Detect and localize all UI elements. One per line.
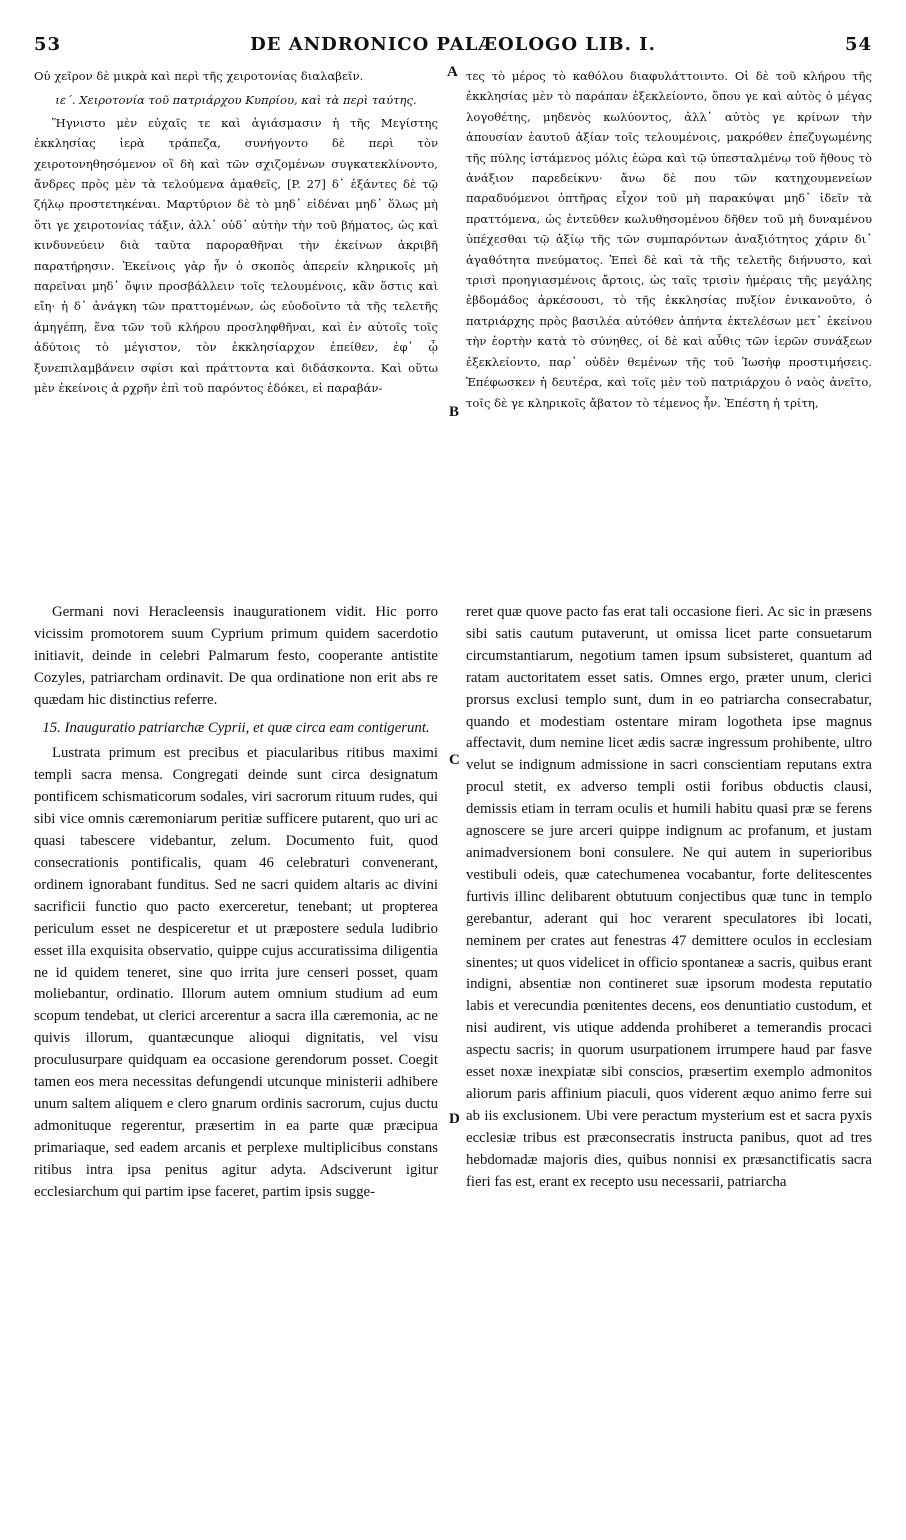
latin-column-left <box>34 602 438 1514</box>
page-number-right: 54 <box>844 34 872 55</box>
greek-section-heading: ιε΄. Χειροτονία τοῦ πατριάρχου Κυπρίου, καὶ τὰ περὶ ταύτης. <box>55 93 417 108</box>
margin-letter-a: A <box>447 64 458 80</box>
running-title: DE ANDRONICO PALÆOLOGO LIB. I. <box>250 34 656 55</box>
greek-paragraph: Ἥγνιστο μὲν εὐχαῖς τε καὶ ἁγιάσμασιν ἡ τῆς Μεγίστης ἐκκλησίας ἱερὰ τράπεζα, συνήγοντο δὲ περὶ τὸν χειροτονηθησόμενον οἳ δὴ καὶ τῶν σχιζομένων συγκατεκλίνοντο, ἄνδρες πρὸς μὲν τὰ τελούμενα ἀμαθεῖς, [P. 27] δ᾽ ἐξάντες δὲ τῷ ζήλῳ προστετηκέναι. Μαρτύριον δὲ τὸ μηδ᾽ εἰδέναι μηδ᾽ ὅλως μὴ ὅτι γε χειροτονίας τάξιν, ἀλλ᾽ οὐδ᾽ αὐτὴν τὴν τοῦ βήματος, ὡς καὶ κινδυνεύειν διὰ ταῦτα παροραθῆναι τὴν ἐκείνων ἀκριβῆ παρατήρησιν. Ἐκείνοις γὰρ ἦν ὁ σκοπὸς ἀπερείν κληρικοῖς μὴ παρεῖναι μηδ᾽ ὄψιν προσβάλλειν τοῖς τελουμένοις, κἂν ὅστις καὶ εἴη· ἡ δ᾽ ἀνάγκη τῶν πραττομένων, ὡς εὐοδοῖντο τὰ τῆς τελετῆς ἀμηγέπη, ἕνα τῶν τοῦ κλήρου προσληφθῆναι, καὶ ἐν αὐτοῖς τοῖς ἀδύτοις τὸ μέγιστον, τὸν ἐκκλησίαρχον ἐπείθεν, ἐφ᾽ ᾧ ξυνεπιλαμβάνειν σφίσι καὶ πράττοντα καὶ διδάσκοντα. Καὶ οὕτω μὲν ἐκείνοις ἀ ρχρῆν ἐπὶ τοῦ παρόντος ἐδόκει, εἰ παραβάν- <box>34 115 438 396</box>
running-header <box>34 34 872 58</box>
greek-paragraph: τες τὸ μέρος τὸ καθόλου διαφυλάττοιντο. Οἱ δὲ τοῦ κλήρου τῆς ἐκκλησίας μὲν τὸ παράπαν ἐξεκλείοντο, ὅπου γε καὶ αὐτὸς ὁ μέγας λογοθέτης, μηδενὸς κωλύοντος, ἀλλ᾽ αὐτὸς γε κρίνων τὴν ἀπουσίαν ἑαυτοῦ ἀξίαν τοῖς τελουμένοις, μακρόθεν ἐπεζυγωμένης τῆς πύλης ἱστάμενος μόλις ἑώρα καὶ τῷ ὑπεσταλμένῳ τοῦ ἤθους τὸ ἀνάξιον παρεδείκνυ· ἄνω δὲ που τῶν κατηχουμενείων παραδυόμενοι ὀπτῆρας εἶχον τοῦ μὴ παρακύψαι μηδ᾽ ἰδεῖν τὰ πραττόμενα, ὡς ἐντεῦθεν κωλυθησομένου δῆθεν τοῦ μὴ δυναμένου ὑπέχεσθαι τῷ ἀξίῳ τῆς τῶν συμπαρόντων ἀναξιότητος χάριν δι᾽ ἀγαθότητα πνεύματος. Ἐπεὶ δὲ καὶ τὰ τῆς τελετῆς διήνυστο, καὶ τρισὶ προηγιασμένοις ἄρτοις, ὡς ταῖς τρισὶν ἡμέραις τῆς μεγάλης ἑβδομάδος ἀρκέσουσι, τὸ τῆς ἐκκλησίας πυξίον ἐνικανοῦτο, ὁ πατριάρχης πρὸς βασιλέα αὐτόθεν ἀπήντα ἐκτελέσων μετ᾽ ἐκείνου τὴν ἑορτὴν κατὰ τὸ σύνηθες, οἱ δὲ καὶ αὖθις τῶν ἱερῶν συνάξεων ἐξεκλείοντο, παρ᾽ οὐδὲν θεμένων τῆς τοῦ Ἰωσὴφ προστιμήσεις. Ἐπέφωσκεν ἡ δευτέρα, καὶ τοῖς μὲν τοῦ πατριάρχου ὁ ναὸς ἀνεῖτο, τοῖς δὲ γε κληρικοῖς ἄβατον τὸ τέμενος ἦν. Ἐπέστη ἡ τρίτη, <box>466 69 872 410</box>
page-number-left: 53 <box>34 34 62 55</box>
latin-column-right <box>466 602 872 1514</box>
greek-column-left <box>34 66 438 562</box>
greek-column-right <box>466 66 872 562</box>
margin-letter-d: D <box>449 1111 460 1127</box>
latin-paragraph: Germani novi Heracleensis inaugurationem vidit. Hic porro vicissim promotorem suum Cyprium primum quidem sacerdotio initiavit, deinde in celebri Palmarum festo, cooperante antistite Cozyles, patriarcham ordinavit. De qua ordinatione non erit abs re quædam hic distinctius referre. <box>34 604 438 708</box>
margin-letter-b: B <box>449 404 460 420</box>
latin-section-heading: 15. Inauguratio patriarchæ Cyprii, et quæ circa eam contigerunt. <box>42 719 430 736</box>
greek-paragraph: Οὐ χεῖρον δὲ μικρὰ καὶ περὶ τῆς χειροτονίας διαλαβεῖν. <box>34 69 364 83</box>
latin-paragraph: Lustrata primum est precibus et piacularibus ritibus maximi templi sacra mensa. Congregati deinde sunt circa designatum pontificem schismaticorum sodales, viri sacrorum rituum rudes, qui sibi vice omnis cæremoniarum peritiæ sufficere putarent, quo uri ac quasi tabescere videbantur, zelum. Documento fuit, quod consecrationis pontificalis, quam 46 celebraturi convenerant, ordinem ignorabant funditus. Sed ne sacri quidem altaris ac divini sacrificii functio quo pacto exerceretur, tenebant; ut propterea periculum esset ne despiceretur et ut præpostere sedula ludibrio esset illa exquisita observatio, quippe cujus accuratissima diligentia ne id quidem teneret, sine quo irrita jure censeri posset, quam moliebantur, ordinatio. Illorum autem omnium studium ad eum scopum tendebat, ut clerici arcerentur a sacra illa cæremonia, ac ne quivis illorum, quantæcunque alioqui dignitatis, vel visu proculusurpare quidquam ea occasione gerendorum posset. Coegit tamen eos mera necessitas defungendi utcunque ministerii adhibere unum saltem aliquem e clero gnarum ordinis sacrorum, cujus ductu admonituque regerentur, præsertim in ea parte quæ præcipua primariaque, sed eadem arcanis et perplexe multiplicibus constans ritibus intra ipsa penitus agitur adyta. Adsciverunt igitur ecclesiarchum qui partim ipse faceret, partim ipsis sugge- <box>34 745 438 1200</box>
latin-paragraph: reret quæ quove pacto fas erat tali occasione fieri. Ac sic in præsens sibi satis cautum putaverunt, ut omissa licet parte consuetarum circumstantiarum, negotium tamen ipsum subsisteret, quantum ad ratam auctoritatem esset satis. Omnes ergo, præter unum, clerici prorsus exclusi templo sunt, dum in eo patriarcha consecrabatur, quando et modestiam ostentare miram logotheta ipse magnus affectavit, dum nemine licet ædis sacræ ingressum prohibente, ultro velut se indignum admissione in sacri conscientiam reputans extra procul stetit, ex adverso templi ostii foribus obductis clausi, demissis etiam in terram oculis et humili habitu quasi præ se ferens agnoscere se jure arceri quippe indignum ac profanum, et justam animadversionem boni consulere. Ne qui autem in superioribus vestibuli odeis, quæ catechumenea vocabantur, forte delitescentes furtivis illinc delibarent obtutuum conjectibus quæ tunc in templo gerebantur, aderant qui hoc verarent speculatores ibi locati, neminem per crates aut fenestras 47 demittere oculos in ecclesiam sinentes; ut quos videlicet in officio spontaneæ a sacris, quibus erant indigni, absentiæ non contineret suæ ipsorum modesta reputatio labis et verecundia pœnitentes decens, eos denuntiatio custodum, et nisi audirent, vis utique addenda prohiberet a temerandis procaci aspectu sacris; in quorum usurpationem irrumpere haud par fasve esset noxæ inexpiatæ sibi conscios, præsertim exemplo admonitos aliorum paris affinium piaculi, quos viderent æquo animo ferre sui ab iis exclusionem. Ubi vere peractum mysterium est et sacra pyxis ecclesiæ tribus est præconsecratis instructa panibus, quot ad tres hebdomadæ majoris dies, quibus nonnisi ex præsanctificatis sacra fieri fas est, erant ex recepto usu necessarii, patriarcha <box>466 604 872 1190</box>
margin-letter-c: C <box>449 752 460 768</box>
